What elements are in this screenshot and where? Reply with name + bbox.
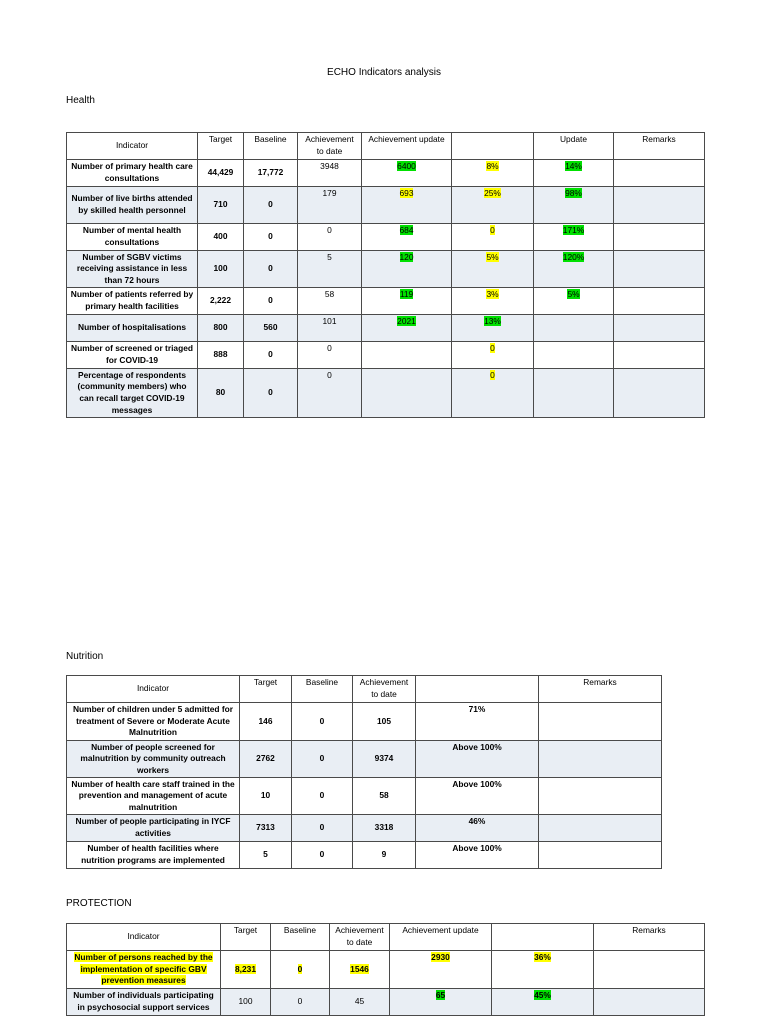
header-blank xyxy=(416,676,539,703)
table-row xyxy=(67,951,705,989)
indicator-cell: Number of health care staff trained in the prevention and management of acute malnutrition xyxy=(67,778,240,815)
baseline-cell: 0 xyxy=(244,288,298,315)
baseline-cell: 0 xyxy=(244,251,298,288)
baseline-cell: 0 xyxy=(297,963,303,974)
achievement-cell: 101 xyxy=(298,315,362,342)
target-cell: 400 xyxy=(198,224,244,251)
percent-cell: 71% xyxy=(416,703,539,741)
indicator-cell: Number of persons reached by the implementation of specific GBV prevention measures xyxy=(74,952,213,986)
health-header-row xyxy=(67,133,705,160)
table-row xyxy=(67,989,705,1016)
update2-cell: 14% xyxy=(565,161,582,171)
percent-cell: 0 xyxy=(490,343,495,353)
target-cell: 2762 xyxy=(240,741,292,778)
header-baseline: Baseline xyxy=(292,676,353,703)
indicator-cell: Number of SGBV victims receiving assistance in less than 72 hours xyxy=(67,251,198,288)
header-remarks: Remarks xyxy=(539,676,662,703)
protection-table xyxy=(66,923,705,1016)
nutrition-table xyxy=(66,675,662,869)
baseline-cell: 0 xyxy=(244,187,298,224)
indicator-cell: Number of live births attended by skilled health personnel xyxy=(67,187,198,224)
remarks-cell xyxy=(614,251,705,288)
baseline-cell: 0 xyxy=(244,369,298,418)
indicator-cell: Number of health facilities where nutrition programs are implemented xyxy=(67,842,240,869)
header-indicator: Indicator xyxy=(67,676,240,703)
target-cell: 5 xyxy=(240,842,292,869)
achievement-cell: 45 xyxy=(330,989,390,1016)
achievement-cell: 1546 xyxy=(350,963,369,974)
indicator-cell: Number of screened or triaged for COVID-19 xyxy=(67,342,198,369)
percent-cell: 5% xyxy=(486,252,499,262)
update-cell: 2021 xyxy=(397,316,416,326)
achievement-cell: 3948 xyxy=(298,160,362,187)
achievement-cell: 58 xyxy=(298,288,362,315)
baseline-cell: 17,772 xyxy=(244,160,298,187)
achievement-cell: 5 xyxy=(298,251,362,288)
achievement-cell: 105 xyxy=(353,703,416,741)
percent-cell: Above 100% xyxy=(416,842,539,869)
update2-cell xyxy=(534,369,614,418)
table-row xyxy=(67,369,705,418)
document-title: ECHO Indicators analysis xyxy=(327,67,441,78)
update-cell: 693 xyxy=(399,188,414,198)
achievement-cell: 58 xyxy=(353,778,416,815)
nutrition-heading: Nutrition xyxy=(66,651,104,662)
percent-cell: 36% xyxy=(534,952,551,962)
update2-cell: 98% xyxy=(565,188,582,198)
table-row xyxy=(67,741,662,778)
health-table xyxy=(66,132,705,418)
table-row xyxy=(67,778,662,815)
header-update: Update xyxy=(534,133,614,160)
update-cell: 2930 xyxy=(431,952,450,962)
remarks-cell xyxy=(594,989,705,1016)
remarks-cell xyxy=(614,187,705,224)
table-row xyxy=(67,315,705,342)
percent-cell: 25% xyxy=(484,188,501,198)
achievement-cell: 3318 xyxy=(353,815,416,842)
remarks-cell xyxy=(594,951,705,989)
remarks-cell xyxy=(539,778,662,815)
header-indicator: Indicator xyxy=(67,924,221,951)
remarks-cell xyxy=(539,815,662,842)
baseline-cell: 0 xyxy=(292,703,353,741)
target-cell: 710 xyxy=(198,187,244,224)
header-achievement-update: Achievement update xyxy=(362,133,452,160)
percent-cell: Above 100% xyxy=(416,778,539,815)
table-row xyxy=(67,251,705,288)
baseline-cell: 0 xyxy=(292,815,353,842)
table-row xyxy=(67,842,662,869)
update2-cell: 171% xyxy=(562,225,585,235)
percent-cell: 46% xyxy=(416,815,539,842)
remarks-cell xyxy=(614,288,705,315)
indicator-cell: Number of mental health consultations xyxy=(67,224,198,251)
table-row xyxy=(67,160,705,187)
header-remarks: Remarks xyxy=(594,924,705,951)
table-row xyxy=(67,224,705,251)
baseline-cell: 0 xyxy=(292,778,353,815)
remarks-cell xyxy=(614,342,705,369)
target-cell: 8,231 xyxy=(235,963,256,974)
header-indicator: Indicator xyxy=(67,133,198,160)
percent-cell: Above 100% xyxy=(416,741,539,778)
baseline-cell: 0 xyxy=(271,989,330,1016)
update-cell: 684 xyxy=(399,225,414,235)
baseline-cell: 0 xyxy=(244,224,298,251)
header-baseline: Baseline xyxy=(244,133,298,160)
target-cell: 2,222 xyxy=(198,288,244,315)
protection-heading: PROTECTION xyxy=(66,898,132,909)
table-row xyxy=(67,187,705,224)
percent-cell: 0 xyxy=(490,370,495,380)
achievement-cell: 0 xyxy=(298,369,362,418)
header-achievement: Achievement to date xyxy=(330,924,390,951)
table-row xyxy=(67,342,705,369)
update-cell: 6400 xyxy=(397,161,416,171)
indicator-cell: Number of children under 5 admitted for treatment of Severe or Moderate Acute Malnutrition xyxy=(67,703,240,741)
table-row xyxy=(67,288,705,315)
target-cell: 80 xyxy=(198,369,244,418)
update-cell: 65 xyxy=(435,990,446,1000)
remarks-cell xyxy=(614,160,705,187)
percent-cell: 45% xyxy=(534,990,551,1000)
target-cell: 146 xyxy=(240,703,292,741)
target-cell: 44,429 xyxy=(198,160,244,187)
remarks-cell xyxy=(614,224,705,251)
achievement-cell: 9 xyxy=(353,842,416,869)
header-achievement: Achievement to date xyxy=(298,133,362,160)
indicator-cell: Number of people participating in IYCF activities xyxy=(67,815,240,842)
remarks-cell xyxy=(539,741,662,778)
header-achievement-update: Achievement update xyxy=(390,924,492,951)
target-cell: 7313 xyxy=(240,815,292,842)
indicator-cell: Percentage of respondents (community members) who can recall target COVID-19 messages xyxy=(67,369,198,418)
update-cell xyxy=(362,342,452,369)
target-cell: 800 xyxy=(198,315,244,342)
update2-cell: 120% xyxy=(562,252,585,262)
update2-cell: 5% xyxy=(567,289,580,299)
percent-cell: 0 xyxy=(490,225,495,235)
update2-cell xyxy=(534,342,614,369)
header-target: Target xyxy=(221,924,271,951)
percent-cell: 13% xyxy=(484,316,501,326)
baseline-cell: 0 xyxy=(292,741,353,778)
indicator-cell: Number of hospitalisations xyxy=(67,315,198,342)
percent-cell: 3% xyxy=(486,289,499,299)
remarks-cell xyxy=(614,369,705,418)
header-achievement: Achievement to date xyxy=(353,676,416,703)
remarks-cell xyxy=(614,315,705,342)
target-cell: 100 xyxy=(221,989,271,1016)
achievement-cell: 0 xyxy=(298,224,362,251)
header-baseline: Baseline xyxy=(271,924,330,951)
update-cell: 120 xyxy=(399,252,414,262)
remarks-cell xyxy=(539,703,662,741)
achievement-cell: 9374 xyxy=(353,741,416,778)
header-target: Target xyxy=(240,676,292,703)
baseline-cell: 0 xyxy=(292,842,353,869)
table-row xyxy=(67,815,662,842)
table-row xyxy=(67,703,662,741)
achievement-cell: 179 xyxy=(298,187,362,224)
indicator-cell: Number of patients referred by primary health facilities xyxy=(67,288,198,315)
indicator-cell: Number of primary health care consultations xyxy=(67,160,198,187)
indicator-cell: Number of people screened for malnutrition by community outreach workers xyxy=(67,741,240,778)
header-target: Target xyxy=(198,133,244,160)
nutrition-header-row xyxy=(67,676,662,703)
indicator-cell: Number of individuals participating in psychosocial support services xyxy=(67,989,221,1016)
header-blank xyxy=(452,133,534,160)
update-cell: 119 xyxy=(399,289,414,299)
baseline-cell: 0 xyxy=(244,342,298,369)
update2-cell xyxy=(534,315,614,342)
target-cell: 100 xyxy=(198,251,244,288)
header-blank xyxy=(492,924,594,951)
achievement-cell: 0 xyxy=(298,342,362,369)
target-cell: 10 xyxy=(240,778,292,815)
remarks-cell xyxy=(539,842,662,869)
target-cell: 888 xyxy=(198,342,244,369)
baseline-cell: 560 xyxy=(244,315,298,342)
health-heading: Health xyxy=(66,95,95,106)
percent-cell: 8% xyxy=(486,161,499,171)
update-cell xyxy=(362,369,452,418)
header-remarks: Remarks xyxy=(614,133,705,160)
protection-header-row xyxy=(67,924,705,951)
